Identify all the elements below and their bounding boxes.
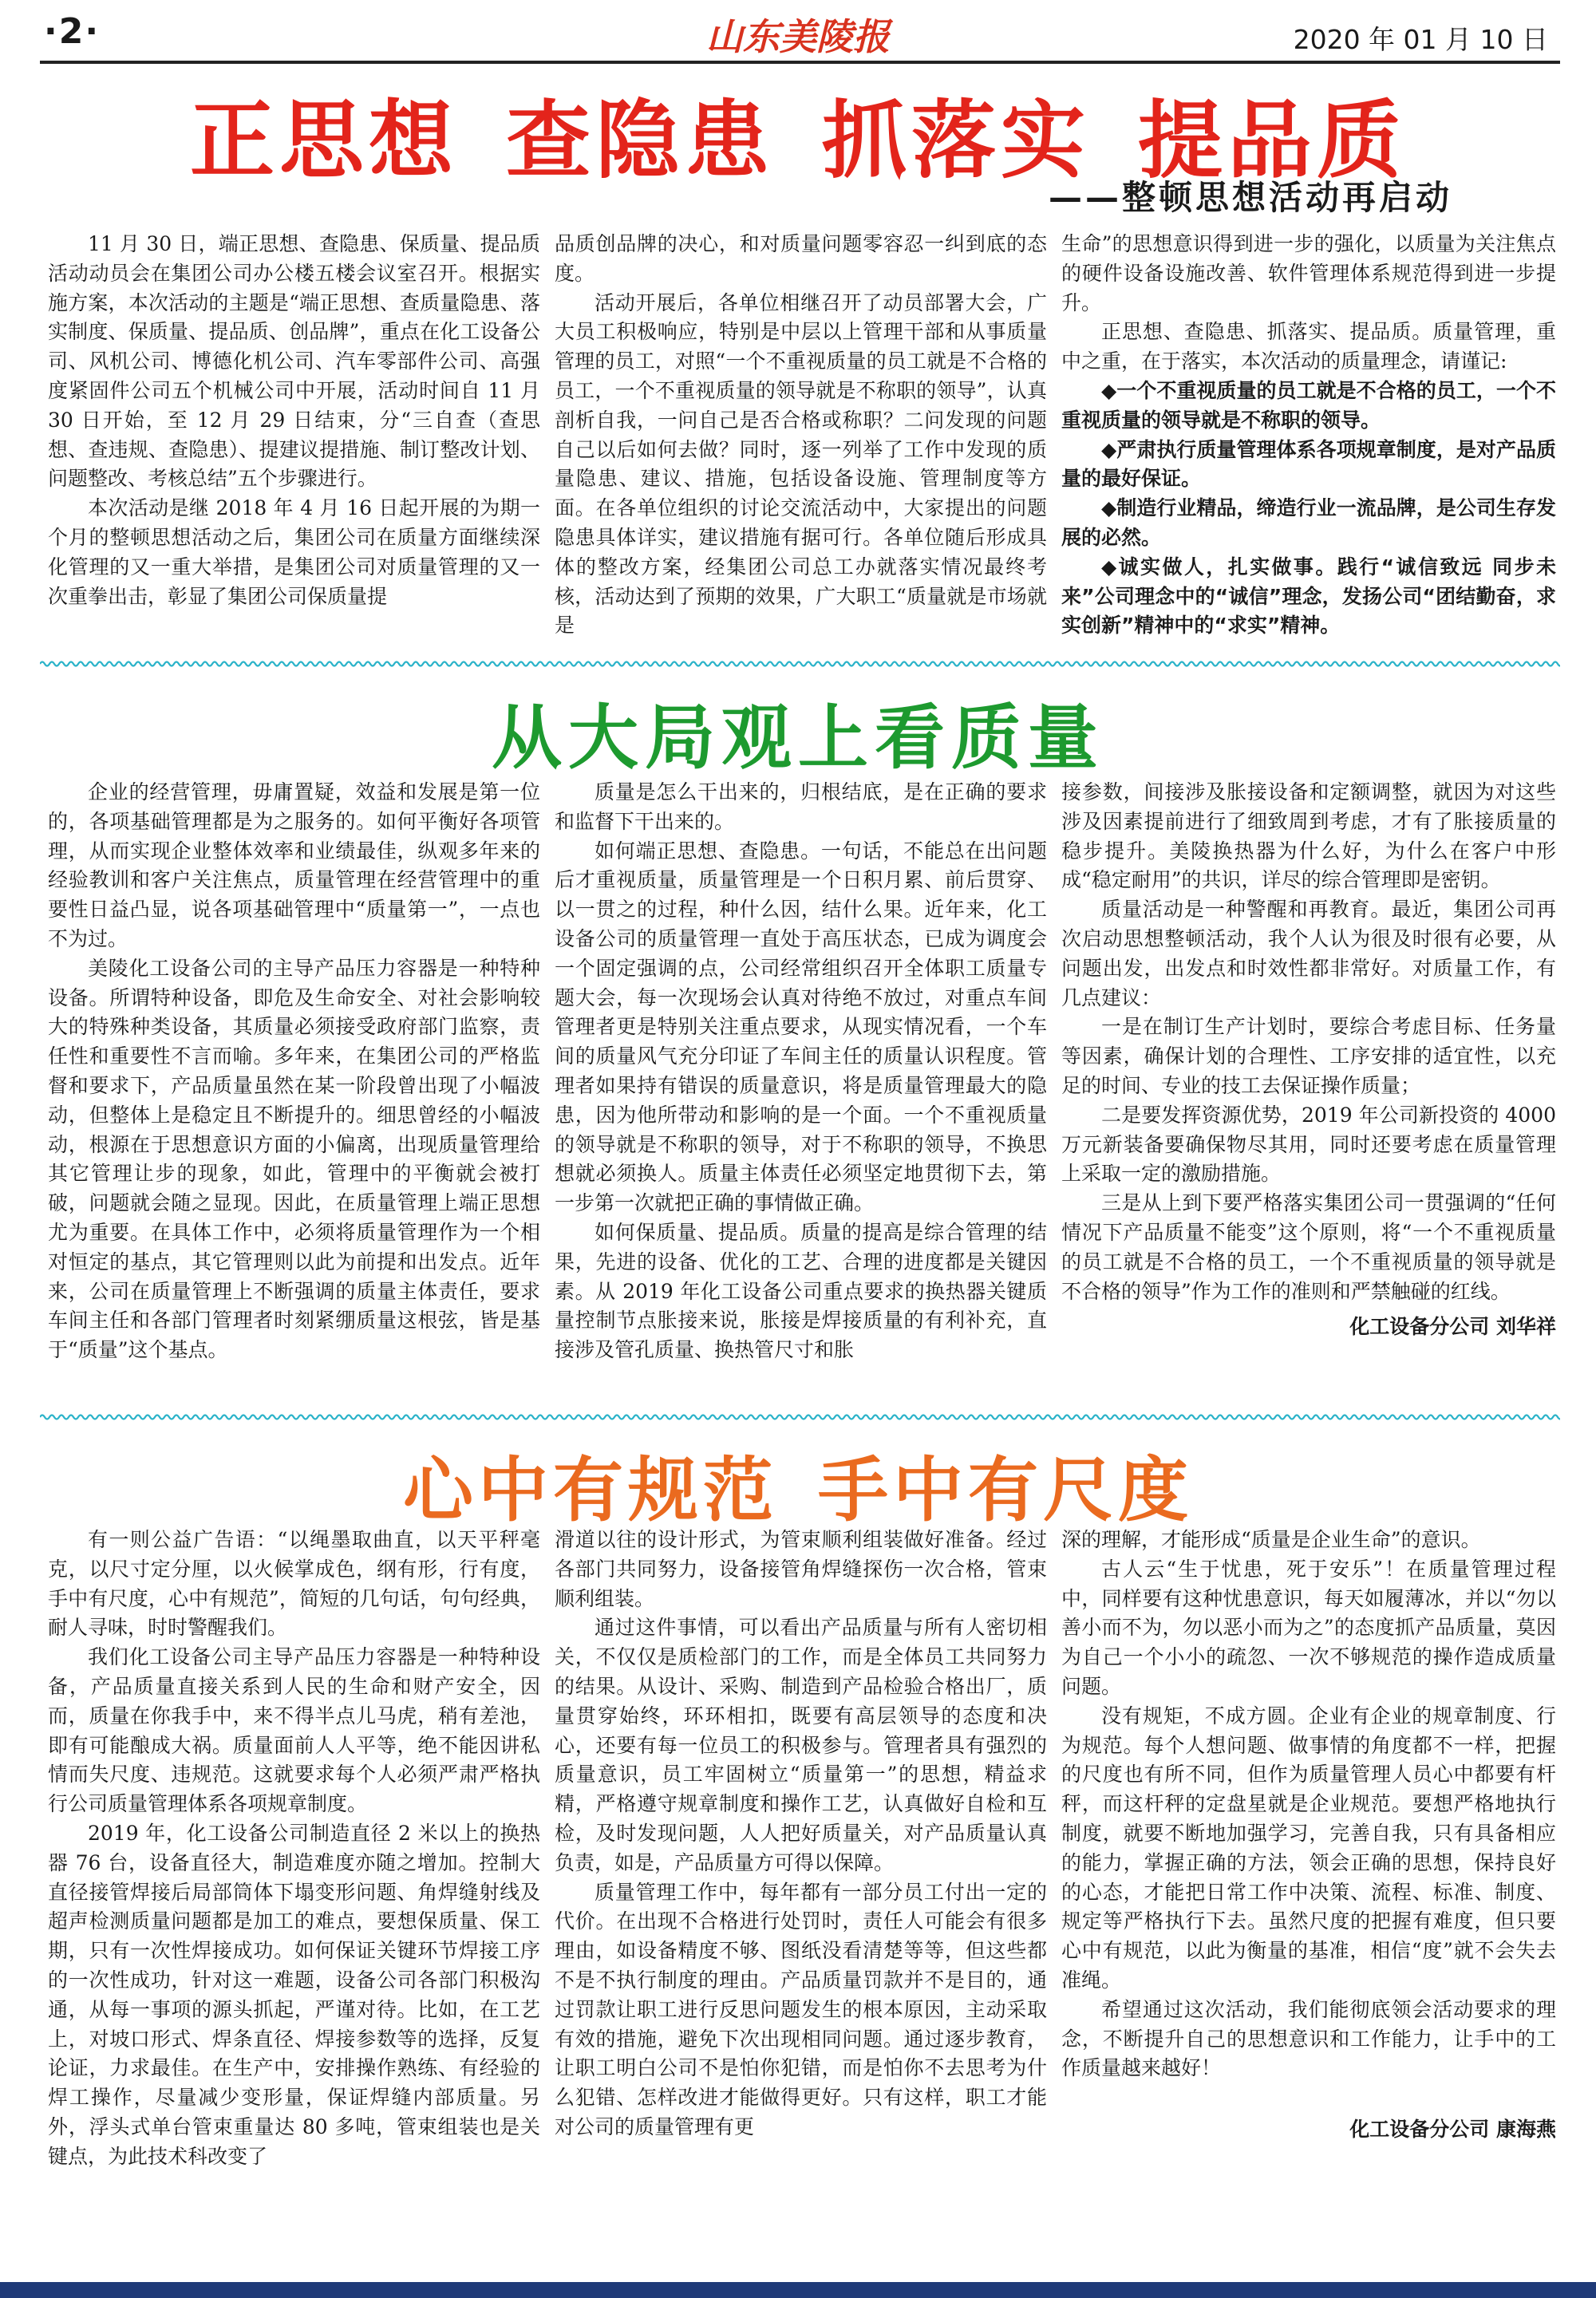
paragraph: 二是要发挥资源优势，2019 年公司新投资的 4000 万元新装备要确保物尽其用，同时还要考虑在质量管理上采取一定的激励措施。 (1061, 1103, 1556, 1186)
article2-title: 从大局观上看质量 (491, 697, 1104, 779)
article1-column-3 (1061, 230, 1556, 653)
paragraph: 企业的经营管理，毋庸置疑，效益和发展是第一位的，各项基础管理都是为之服务的。如何平衡好各项管理，从而实现企业整体效率和业绩最佳，纵观多年来的经验教训和客户关注焦点，质量管理在经营管理中的重要性日益凸显，说各项基础管理中“质量第一”，一点也不为过。 (48, 780, 540, 950)
paragraph: 有一则公益广告语：“以绳墨取曲直，以天平秤毫克，以尺寸定分厘，以火候掌成色，纲有形，行有度，手中有尺度，心中有规范”，简短的几句话，句句经典，耐人寻味，时时警醒我们。 (48, 1528, 540, 1640)
article3-title (0, 1435, 1596, 1535)
footer-bar (0, 2282, 1596, 2298)
page-header (0, 0, 1596, 64)
key-point: ◆诚实做人，扎实做事。践行“诚信致远 同步未来”公司理念中的“诚信”理念，发扬公司“团结勤奋，求实创新”精神中的“求实”精神。 (1061, 555, 1556, 638)
paragraph: 2019 年，化工设备公司制造直径 2 米以上的换热器 76 台，设备直径大，制造难度亦随之增加。控制大直径接管焊接后局部筒体下塌变形问题、角焊缝射线及超声检测质量问题都是加工的难点，要想保质量、保工期，只有一次性焊接成功。如何保证关键环节焊接工序的一次性成功，针对这一难题，设备公司各部门积极沟通，从每一事项的源头抓起，严谨对待。比如，在工艺上，对坡口形式、焊条直径、焊接参数等的选择，反复论证，力求最佳。在生产中，安排操作熟练、有经验的焊工操作，尽量减少变形量，保证焊缝内部质量。另外，浮头式单台管束重量达 80 多吨，管束组装也是关键点，为此技术科改变了 (48, 1821, 540, 2168)
page-number: ·2· (44, 11, 101, 52)
key-point: ◆严肃执行质量管理体系各项规章制度，是对产品质量的最好保证。 (1061, 437, 1556, 491)
paragraph: 正思想、查隐患、抓落实、提品质。质量管理，重中之重，在于落实，本次活动的质量理念，请谨记: (1061, 320, 1556, 373)
paragraph: 一是在制订生产计划时，要综合考虑目标、任务量等因素，确保计划的合理性、工序安排的适宜性，以充足的时间、专业的技工去保证操作质量； (1061, 1015, 1556, 1097)
article1-title-part: 提品质 (1138, 92, 1406, 190)
article1-subtitle: ——整顿思想活动再启动 (1048, 178, 1452, 217)
paragraph: 古人云“生于忧患，死于安乐”！在质量管理过程中，同样要有这种忧患意识，每天如履薄冰，并以“勿以善小而不为，勿以恶小而为之”的态度抓产品质量，莫因为自己一个小小的疏忽、一次不够规范的操作造成质量问题。 (1061, 1557, 1556, 1698)
article1-title-part: 正思想 (190, 92, 458, 190)
paragraph: 如何保质量、提品质。质量的提高是综合管理的结果，先进的设备、优化的工艺、合理的进度都是关键因素。从 2019 年化工设备公司重点要求的换热器关键质量控制节点胀接来说，胀接是焊接质量的有利补充，直接涉及管孔质量、换热管尺寸和胀 (555, 1220, 1047, 1362)
paragraph: 滑道以往的设计形式，为管束顺利组装做好准备。经过各部门共同努力，设备接管角焊缝探伤一次合格，管束顺利组装。 (555, 1528, 1047, 1610)
paragraph: 接参数，间接涉及胀接设备和定额调整，就因为对这些涉及因素提前进行了细致周到考虑，才有了胀接质量的稳步提升。美陵换热器为什么好，为什么在客户中形成“稳定耐用”的共识，详尽的综合管理即是密钥。 (1061, 780, 1556, 892)
author-signature: 化工设备分公司 康海燕 (1349, 2118, 1556, 2142)
article3-column-3 (1061, 1526, 1556, 2276)
header-rule (40, 61, 1560, 64)
wavy-divider (40, 659, 1560, 669)
article1-column-2 (555, 230, 1047, 653)
paragraph: 美陵化工设备公司的主导产品压力容器是一种特种设备。所谓特种设备，即危及生命安全、对社会影响较大的特殊种类设备，其质量必须接受政府部门监察，责任性和重要性不言而喻。多年来，在集团公司的严格监督和要求下，产品质量虽然在某一阶段曾出现了小幅波动，但整体上是稳定且不断提升的。细思曾经的小幅波动，根源在于思想意识方面的小偏离，出现质量管理给其它管理让步的现象，如此，管理中的平衡就会被打破，问题就会随之显现。因此，在质量管理上端正思想尤为重要。在具体工作中，必须将质量管理作为一个相对恒定的基点，其它管理则以此为前提和出发点。近年来，公司在质量管理上不断强调的质量主体责任，要求车间主任和各部门管理者时刻紧绷质量这根弦，皆是基于“质量”这个基点。 (48, 956, 540, 1362)
paragraph: 质量活动是一种警醒和再教育。最近，集团公司再次启动思想整顿活动，我个人认为很及时很有必要，从问题出发，出发点和时效性都非常好。对质量工作，有几点建议： (1061, 898, 1556, 1009)
paragraph: 品质创品牌的决心，和对质量问题零容忍一纠到底的态度。 (555, 232, 1047, 285)
paragraph: 生命”的思想意识得到进一步的强化，以质量为关注焦点的硬件设备设施改善、软件管理体系规范得到进一步提升。 (1061, 232, 1556, 314)
article1-title-part: 查隐患 (506, 92, 774, 190)
paragraph: 本次活动是继 2018 年 4 月 16 日起开展的为期一个月的整顿思想活动之后，集团公司在质量方面继续深化管理的又一重大举措，是集团公司对质量管理的又一次重拳出击，彰显了集团公司保质量提 (48, 496, 540, 608)
article3-column-2 (555, 1526, 1047, 2276)
paragraph: 通过这件事情，可以看出产品质量与所有人密切相关，不仅仅是质检部门的工作，而是全体员工共同努力的结果。从设计、采购、制造到产品检验合格出厂，质量贯穿始终，环环相扣，既要有高层领导的态度和决心，还要有每一位员工的积极参与。管理者具有强烈的质量意识，员工牢固树立“质量第一”的思想，精益求精，严格遵守规章制度和操作工艺，认真做好自检和互检，及时发现问题，人人把好质量关，对产品质量认真负责，如是，产品质量方可得以保障。 (555, 1616, 1047, 1874)
issue-date: 2020 年 01 月 10 日 (1293, 24, 1548, 55)
paragraph: 11 月 30 日，端正思想、查隐患、保质量、提品质活动动员会在集团公司办公楼五楼会议室召开。根据实施方案，本次活动的主题是“端正思想、查质量隐患、落实制度、保质量、提品质、创品牌”，重点在化工设备公司、风机公司、博德化机公司、汽车零部件公司、高强度紧固件公司五个机械公司中开展，活动时间自 11 月 30 日开始，至 12 月 29 日结束，分“三自查（查思想、查违规、查隐患）、提建议提措施、制订整改计划、问题整改、考核总结”五个步骤进行。 (48, 232, 540, 491)
key-point: ◆一个不重视质量的员工就是不合格的员工，一个不重视质量的领导就是不称职的领导。 (1061, 378, 1556, 432)
paragraph: 没有规矩，不成方圆。企业有企业的规章制度、行为规范。每个人想问题、做事情的角度都不一样，把握的尺度也有所不同，但作为质量管理人员心中都要有杆秤，而这杆秤的定盘星就是企业规范。要想严格地执行制度，就要不断地加强学习，完善自我，只有具备相应的能力，掌握正确的方法，领会正确的思想，保持良好的心态，才能把日常工作中决策、流程、标准、制度、规定等严格执行下去。虽然尺度的把握有难度，但只要心中有规范，以此为衡量的基准，相信“度”就不会失去准绳。 (1061, 1704, 1556, 1992)
wavy-divider (40, 1412, 1560, 1422)
paragraph: 质量是怎么干出来的，归根结底，是在正确的要求和监督下干出来的。 (555, 780, 1047, 833)
paragraph: 希望通过这次活动，我们能彻底领会活动要求的理念，不断提升自己的思想意识和工作能力，让手中的工作质量越来越好！ (1061, 1997, 1556, 2080)
masthead-logo: 山东美陵报 (706, 15, 890, 58)
article3-title-part: 手中有尺度 (818, 1449, 1194, 1531)
paragraph: 我们化工设备公司主导产品压力容器是一种特种设备，产品质量直接关系到人民的生命和财产安全，因而，质量在你我手中，来不得半点儿马虎，稍有差池，即有可能酿成大祸。质量面前人人平等，绝不能因讲私情而失尺度、违规范。这就要求每个人必须严肃严格执行公司质量管理体系各项规章制度。 (48, 1645, 540, 1816)
article1-title-part: 抓落实 (822, 92, 1090, 190)
article2-column-1 (48, 778, 540, 1408)
paragraph: 深的理解，才能形成“质量是企业生命”的意识。 (1061, 1528, 1481, 1551)
article2-column-3 (1061, 778, 1556, 1408)
article3-title-part: 心中有规范 (402, 1449, 778, 1531)
key-point: ◆制造行业精品，缔造行业一流品牌，是公司生存发展的必然。 (1061, 496, 1556, 549)
article2-column-2 (555, 778, 1047, 1408)
paragraph: 活动开展后，各单位相继召开了动员部署大会，广大员工积极响应，特别是中层以上管理干部和从事质量管理的员工，对照“一个不重视质量的员工就是不合格的员工，一个不重视质量的领导就是不称职的领导”，认真剖析自我，一问自己是否合格或称职？二问发现的问题自己以后如何去做？同时，逐一列举了工作中发现的质量隐患、建议、措施，包括设备设施、管理制度等方面。在各单位组织的讨论交流活动中，大家提出的问题隐患具体详实，建议措施有据可行。各单位随后形成具体的整改方案，经集团公司总工办就落实情况最终考核，活动达到了预期的效果，广大职工“质量就是市场就是 (555, 290, 1047, 638)
paragraph: 三是从上到下要严格落实集团公司一贯强调的“任何情况下产品质量不能变”这个原则，将“一个不重视质量的员工就是不合格的员工，一个不重视质量的领导就是不合格的领导”作为工作的准则和严禁触碰的红线。 (1061, 1191, 1556, 1303)
paragraph: 如何端正思想、查隐患。一句话，不能总在出问题后才重视质量，质量管理是一个日积月累、前后贯穿、以一贯之的过程，种什么因，结什么果。近年来，化工设备公司的质量管理一直处于高压状态，已成为调度会一个固定强调的点，公司经常组织召开全体职工质量专题大会，每一次现场会认真对待绝不放过，对重点车间管理者更是特别关注重点要求，从现实情况看，一个车间的质量风气充分印证了车间主任的质量认识程度。管理者如果持有错误的质量意识，将是质量管理最大的隐患，因为他所带动和影响的是一个面。一个不重视质量的领导就是不称职的领导，对于不称职的领导，不换思想就必须换人。质量主体责任必须坚定地贯彻下去，第一步第一次就把正确的事情做正确。 (555, 839, 1047, 1215)
article1-column-1 (48, 230, 540, 653)
author-signature: 化工设备分公司 刘华祥 (1349, 1315, 1556, 1339)
article3-column-1 (48, 1526, 540, 2276)
paragraph: 质量管理工作中，每年都有一部分员工付出一定的代价。在出现不合格进行处罚时，责任人可能会有很多理由，如设备精度不够、图纸没看清楚等等，但这些都不是不执行制度的理由。产品质量罚款并不是目的，通过罚款让职工进行反思问题发生的根本原因，主动采取有效的措施，避免下次出现相同问题。通过逐步教育，让职工明白公司不是怕你犯错，而是怕你不去思考为什么犯错、怎样改进才能做得更好。只有这样，职工才能对公司的质量管理有更 (555, 1880, 1047, 2138)
